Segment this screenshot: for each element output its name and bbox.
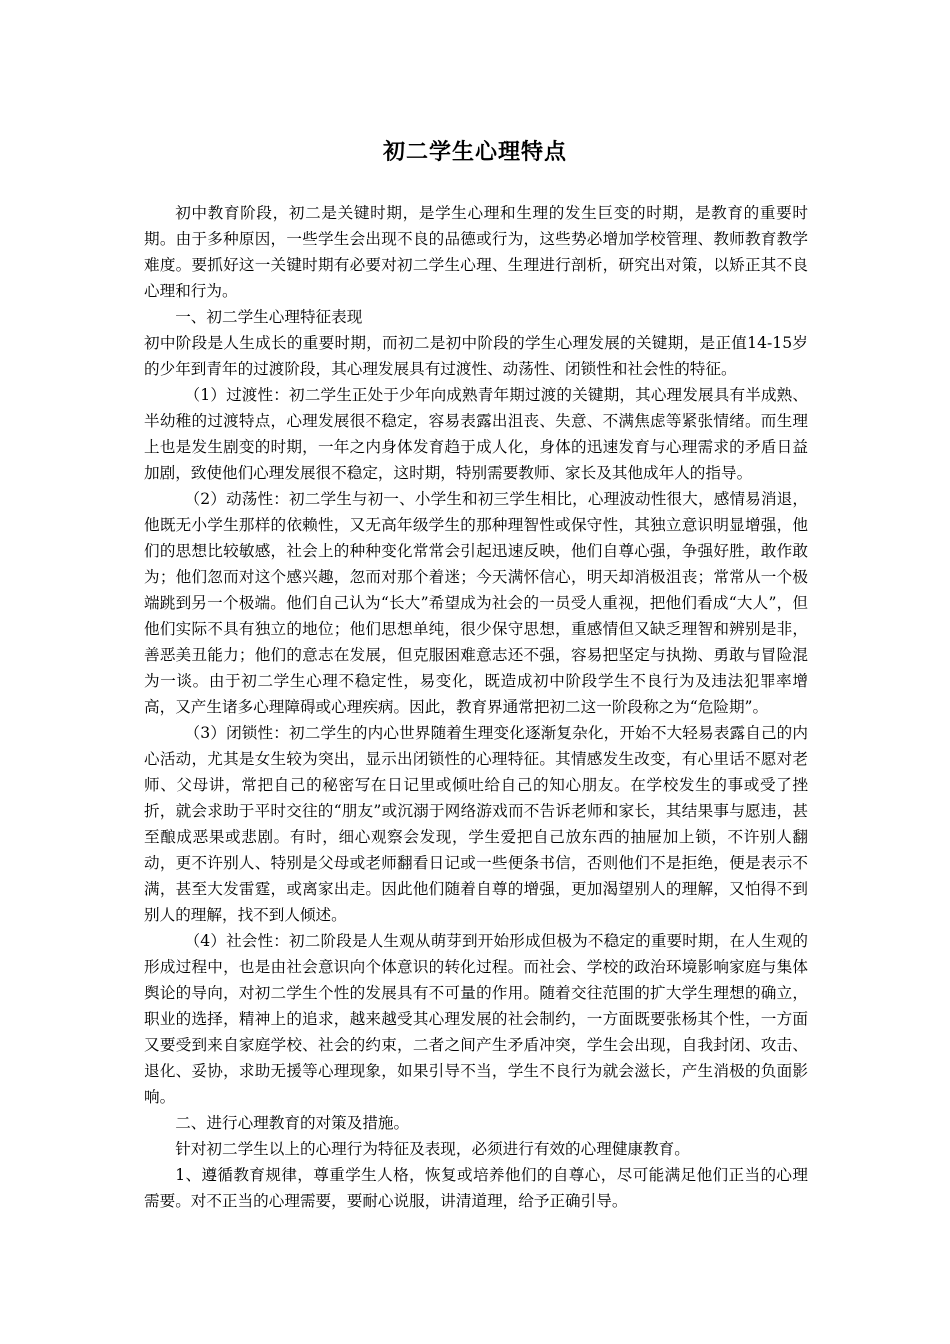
section-heading-2: 二、进行心理教育的对策及措施。 [175, 1114, 410, 1132]
document-body [144, 200, 808, 1214]
turbulence-paragraph: （2）动荡性：初二学生与初一、小学生和初三学生相比，心理波动性很大，感情易消退，他既无小学生那样的依赖性，又无高年级学生的那种理智性或保守性，其独立意识明显增强，他们的思想比较敏感，社会上的种种变化常常会引起迅速反映，他们自尊心强，争强好胜，敢作敢为；他们忽而对这个感兴趣，忽而对那个着迷；今天满怀信心，明天却消极沮丧；常常从一个极端跳到另一个极端。他们自己认为“长大”希望成为社会的一员受人重视，把他们看成“大人”，但他们实际不具有独立的地位；他们思想单纯，很少保守思想，重感情但又缺乏理智和辨别是非，善恶美丑能力；他们的意志在发展，但克服困难意志还不强，容易把坚定与执拗、勇敢与冒险混为一谈。由于初二学生心理不稳定性，易变化，既造成初中阶段学生不良行为及违法犯罪率增高，又产生诸多心理障碍或心理疾病。因此，教育界通常把初二这一阶段称之为“危险期”。 [144, 490, 808, 716]
section-heading-1: 一、初二学生心理特征表现 [175, 308, 363, 326]
section-2-intro-paragraph: 针对初二学生以上的心理行为特征及表现，必须进行有效的心理健康教育。 [175, 1140, 690, 1158]
closedness-paragraph: （3）闭锁性：初二学生的内心世界随着生理变化逐渐复杂化，开始不大轻易表露自己的内心活动，尤其是女生较为突出，显示出闭锁性的心理特征。其情感发生改变，有心里话不愿对老师、父母讲，常把自己的秘密写在日记里或倾吐给自己的知心朋友。在学校发生的事或受了挫折，就会求助于平时交往的“朋友”或沉溺于网络游戏而不告诉老师和家长，其结果事与愿违，甚至酿成恶果或悲剧。有时，细心观察会发现，学生爱把自己放东西的抽屉加上锁，不许别人翻动，更不许别人、特别是父母或老师翻看日记或一些便条书信，否则他们不是拒绝，便是表示不满，甚至大发雷霆，或离家出走。因此他们随着自尊的增强，更加渴望别人的理解，又怕得不到别人的理解，找不到人倾述。 [144, 724, 808, 924]
section-1-intro-paragraph: 初中阶段是人生成长的重要时期，而初二是初中阶段的学生心理发展的关键期，是正值14-15岁的少年到青年的过渡阶段，其心理发展具有过渡性、动荡性、闭锁性和社会性的特征。 [144, 334, 808, 378]
measure-1-paragraph: 1、遵循教育规律，尊重学生人格，恢复或培养他们的自尊心，尽可能满足他们正当的心理需要。对不正当的心理需要，要耐心说服，讲清道理，给予正确引导。 [144, 1166, 808, 1210]
sociality-paragraph: （4）社会性：初二阶段是人生观从萌芽到开始形成但极为不稳定的重要时期，在人生观的形成过程中，也是由社会意识向个体意识的转化过程。而社会、学校的政治环境影响家庭与集体舆论的导向，对初二学生个性的发展具有不可量的作用。随着交往范围的扩大学生理想的确立，职业的选择，精神上的追求，越来越受其心理发展的社会制约，一方面既要张杨其个性，一方面又要受到来自家庭学校、社会的约束，二者之间产生矛盾冲突，学生会出现，自我封闭、攻击、退化、妥协，求助无援等心理现象，如果引导不当，学生不良行为就会滋长，产生消极的负面影响。 [144, 932, 808, 1106]
intro-paragraph: 初中教育阶段，初二是关键时期，是学生心理和生理的发生巨变的时期，是教育的重要时期。由于多种原因，一些学生会出现不良的品德或行为，这些势必增加学校管理、教师教育教学难度。要抓好这一关键时期有必要对初二学生心理、生理进行剖析，研究出对策，以矫正其不良心理和行为。 [144, 204, 808, 300]
transition-paragraph: （1）过渡性：初二学生正处于少年向成熟青年期过渡的关键期，其心理发展具有半成熟、半幼稚的过渡特点，心理发展很不稳定，容易表露出沮丧、失意、不满焦虑等紧张情绪。而生理上也是发生剧变的时期，一年之内身体发育趋于成人化，身体的迅速发育与心理需求的矛盾日益加剧，致使他们心理发展很不稳定，这时期，特别需要教师、家长及其他成年人的指导。 [144, 386, 808, 482]
document-title: 初二学生心理特点 [382, 140, 567, 165]
